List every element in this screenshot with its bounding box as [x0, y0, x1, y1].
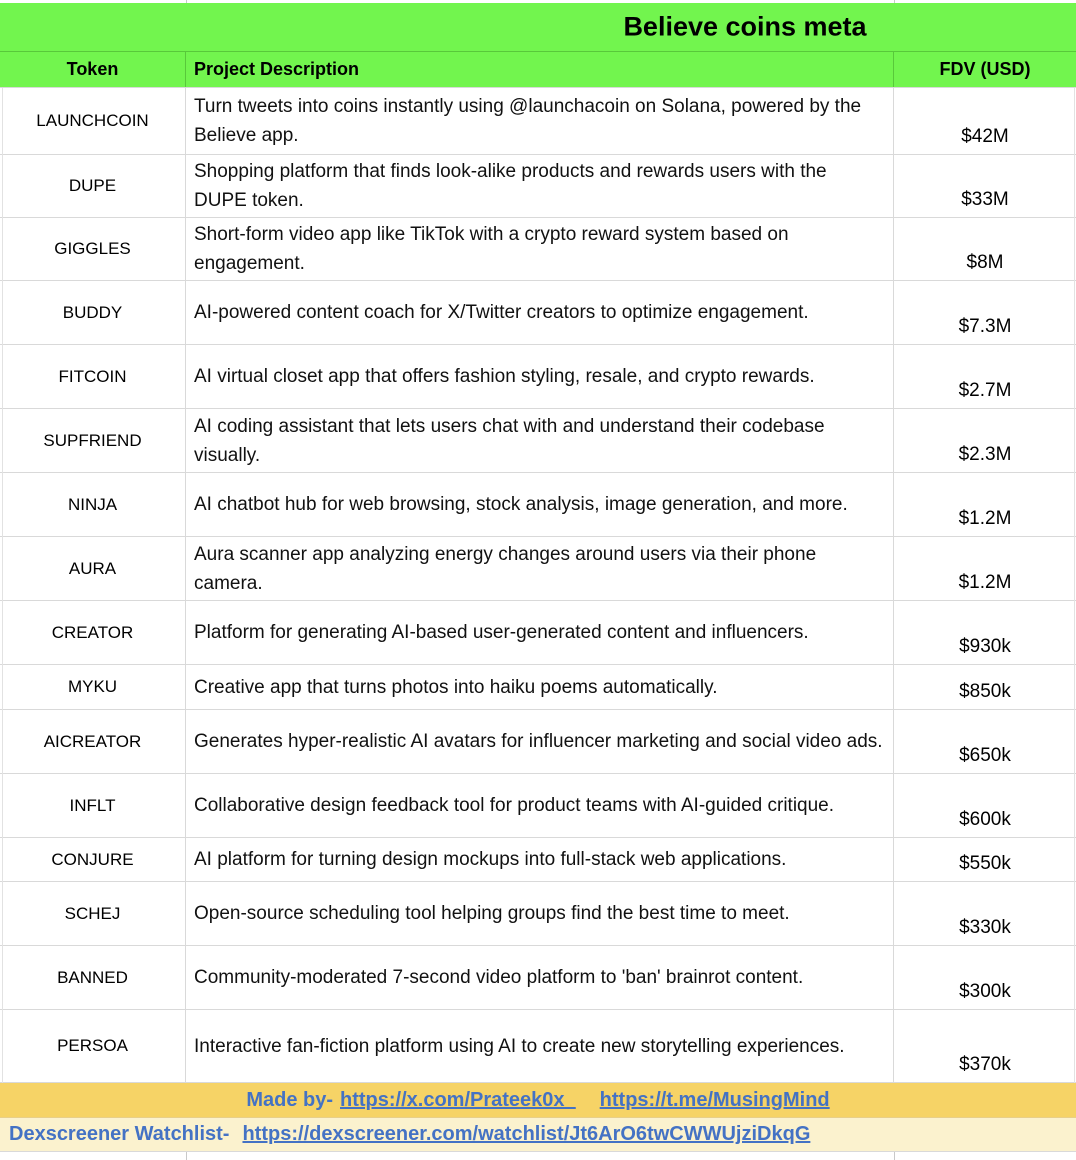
table-row	[0, 774, 1076, 838]
column-header-fdv[interactable]: FDV (USD)	[939, 59, 1031, 79]
table-row	[0, 155, 1076, 218]
description-cell[interactable]: Collaborative design feedback tool for product teams with AI-guided critique.	[186, 774, 894, 837]
description-cell[interactable]: Generates hyper-realistic AI avatars for influencer marketing and social video ads.	[186, 710, 894, 773]
token-cell[interactable]: CONJURE	[0, 838, 186, 881]
table-row	[0, 1010, 1076, 1083]
made-by-row[interactable]	[0, 1083, 1076, 1118]
fdv-cell[interactable]: $300k	[959, 981, 1011, 1002]
column-header-description[interactable]: Project Description	[186, 52, 894, 87]
table-row	[0, 946, 1076, 1010]
fdv-cell[interactable]: $7.3M	[958, 316, 1012, 337]
gridline	[186, 1152, 187, 1160]
fdv-cell[interactable]: $2.3M	[958, 444, 1012, 465]
description-cell[interactable]: Open-source scheduling tool helping groups find the best time to meet.	[186, 882, 894, 945]
description-cell[interactable]: AI coding assistant that lets users chat with and understand their codebase visually.	[186, 409, 894, 472]
fdv-cell[interactable]: $370k	[959, 1054, 1011, 1075]
table-row	[0, 601, 1076, 665]
fdv-cell[interactable]: $8M	[966, 252, 1004, 273]
description-cell[interactable]: Community-moderated 7-second video platform to 'ban' brainrot content.	[186, 946, 894, 1009]
token-cell[interactable]: GIGGLES	[0, 218, 186, 280]
fdv-cell[interactable]: $930k	[959, 636, 1011, 657]
made-by-x-link[interactable]: https://x.com/Prateek0x_	[340, 1088, 576, 1111]
description-cell[interactable]: AI-powered content coach for X/Twitter creators to optimize engagement.	[186, 281, 894, 344]
fdv-cell[interactable]: $1.2M	[958, 572, 1012, 593]
token-cell[interactable]: SCHEJ	[0, 882, 186, 945]
token-cell[interactable]: FITCOIN	[0, 345, 186, 408]
token-cell[interactable]: BANNED	[0, 946, 186, 1009]
description-cell[interactable]: Interactive fan-fiction platform using AI to create new storytelling experiences.	[186, 1010, 894, 1082]
fdv-cell[interactable]: $550k	[959, 853, 1011, 874]
table-row	[0, 710, 1076, 774]
made-by-telegram-link[interactable]: https://t.me/MusingMind	[599, 1088, 830, 1111]
token-cell[interactable]: PERSOA	[0, 1010, 186, 1082]
description-cell[interactable]: Creative app that turns photos into haiku poems automatically.	[186, 665, 894, 709]
table-header-row	[0, 52, 1076, 88]
fdv-cell[interactable]: $33M	[961, 189, 1009, 210]
fdv-cell[interactable]: $1.2M	[958, 508, 1012, 529]
table-row	[0, 537, 1076, 601]
token-cell[interactable]: MYKU	[0, 665, 186, 709]
token-cell[interactable]: AURA	[0, 537, 186, 600]
table-row	[0, 345, 1076, 409]
description-cell[interactable]: AI chatbot hub for web browsing, stock analysis, image generation, and more.	[186, 473, 894, 536]
description-cell[interactable]: AI virtual closet app that offers fashion styling, resale, and crypto rewards.	[186, 345, 894, 408]
table-row	[0, 882, 1076, 946]
description-cell[interactable]: Shopping platform that finds look-alike products and rewards users with the DUPE token.	[186, 155, 894, 217]
description-cell[interactable]: Short-form video app like TikTok with a crypto reward system based on engagement.	[186, 218, 894, 280]
token-cell[interactable]: DUPE	[0, 155, 186, 217]
description-cell[interactable]: Aura scanner app analyzing energy changes around users via their phone camera.	[186, 537, 894, 600]
page-title: Believe coins meta	[623, 11, 867, 42]
token-cell[interactable]: BUDDY	[0, 281, 186, 344]
dexscreener-watchlist-link[interactable]: https://dexscreener.com/watchlist/Jt6ArO6twCWWUjziDkqG	[242, 1123, 811, 1145]
table-row	[0, 88, 1076, 155]
table-row	[0, 838, 1076, 882]
table-row	[0, 281, 1076, 345]
description-cell[interactable]: Platform for generating AI-based user-generated content and influencers.	[186, 601, 894, 664]
gridline	[894, 1152, 895, 1160]
table-body	[0, 88, 1076, 1083]
token-cell[interactable]: AICREATOR	[0, 710, 186, 773]
table-title-row[interactable]	[0, 3, 1076, 52]
token-cell[interactable]: INFLT	[0, 774, 186, 837]
watchlist-label: Dexscreener Watchlist-	[9, 1123, 230, 1145]
fdv-cell[interactable]: $650k	[959, 745, 1011, 766]
description-cell[interactable]: AI platform for turning design mockups into full-stack web applications.	[186, 838, 894, 881]
token-cell[interactable]: NINJA	[0, 473, 186, 536]
made-by-label: Made by-	[246, 1088, 334, 1111]
column-header-token[interactable]: Token	[0, 52, 186, 87]
fdv-cell[interactable]: $2.7M	[958, 380, 1012, 401]
token-cell[interactable]: SUPFRIEND	[0, 409, 186, 472]
table-row	[0, 473, 1076, 537]
token-cell[interactable]: LAUNCHCOIN	[0, 88, 186, 154]
table-row	[0, 665, 1076, 710]
table-row	[0, 409, 1076, 473]
fdv-cell[interactable]: $600k	[959, 809, 1011, 830]
token-cell[interactable]: CREATOR	[0, 601, 186, 664]
table-row	[0, 218, 1076, 281]
fdv-cell[interactable]: $330k	[959, 917, 1011, 938]
fdv-cell[interactable]: $850k	[959, 681, 1011, 702]
description-cell[interactable]: Turn tweets into coins instantly using @launchacoin on Solana, powered by the Believe app.	[186, 88, 894, 154]
watchlist-row[interactable]	[0, 1118, 1076, 1152]
fdv-cell[interactable]: $42M	[961, 126, 1009, 147]
bottom-row-sliver	[0, 1152, 1076, 1160]
